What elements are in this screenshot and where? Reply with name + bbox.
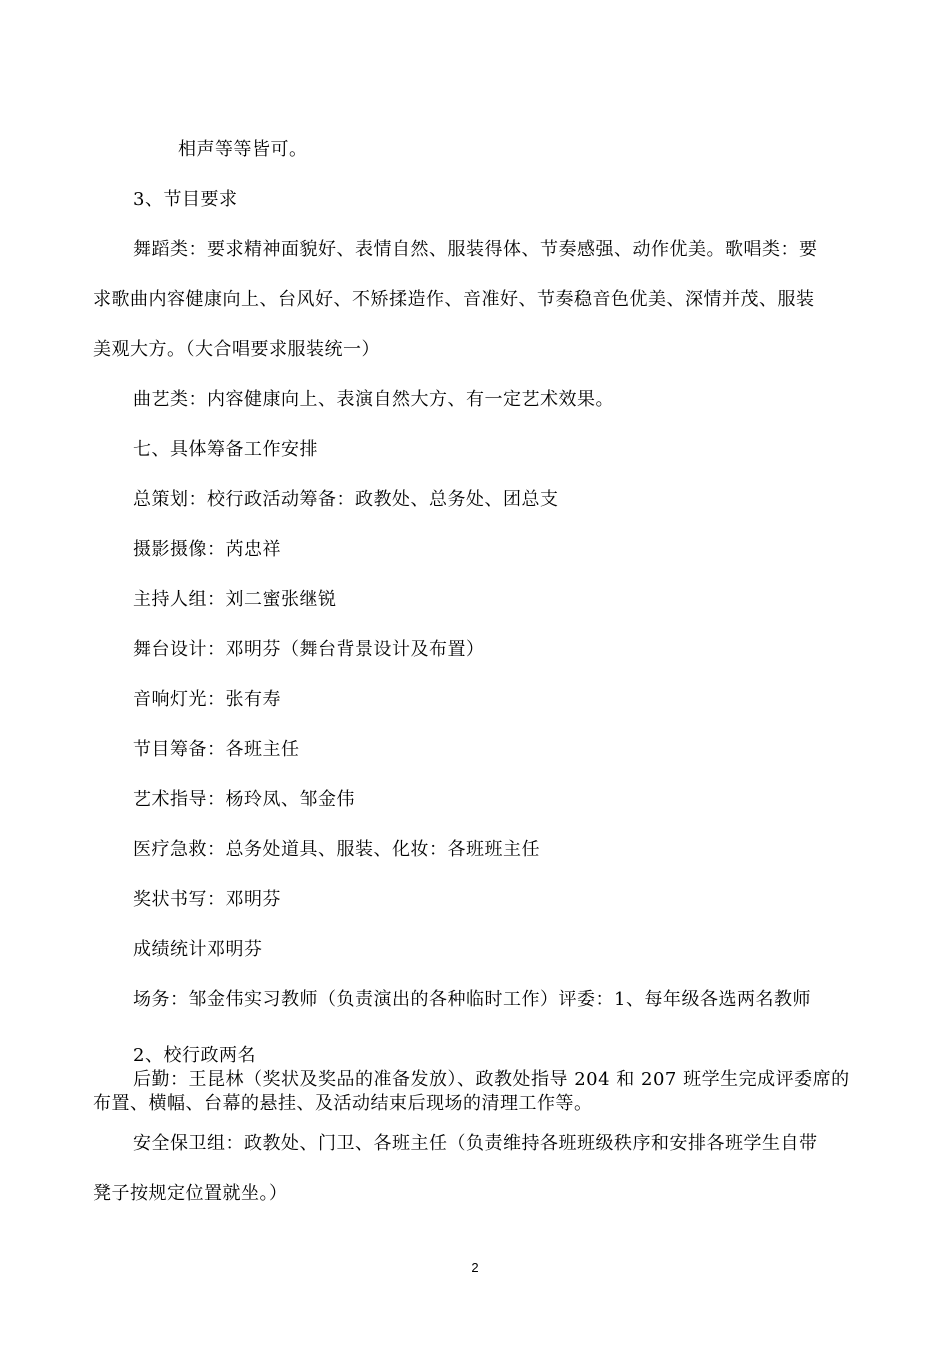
text-line-logistics: 后勤：王昆林（奖状及奖品的准备发放）、政教处指导 204 和 207 班学生完成评委席的 <box>133 1069 850 1090</box>
text-line-stage-design: 舞台设计：邓明芬（舞台背景设计及布置） <box>133 639 485 660</box>
text-line-dance-requirements: 舞蹈类：要求精神面貌好、表情自然、服装得体、节奏感强、动作优美。歌唱类：要 <box>133 239 818 260</box>
text-line-hosts: 主持人组：刘二蜜张继锐 <box>133 589 337 610</box>
text-line-logistics-cont: 布置、横幅、台幕的悬挂、及活动结束后现场的清理工作等。 <box>93 1093 593 1114</box>
text-line-program-prep: 节目筹备：各班主任 <box>133 739 300 760</box>
text-line-sound-lighting: 音响灯光：张有寿 <box>133 689 281 710</box>
section-heading-preparation: 七、具体筹备工作安排 <box>133 439 318 460</box>
text-line-photography: 摄影摄像：芮忠祥 <box>133 539 281 560</box>
text-line-scoring: 成绩统计邓明芬 <box>133 939 263 960</box>
text-line-medical: 医疗急救：总务处道具、服装、化妆：各班班主任 <box>133 839 540 860</box>
text-line-judges: 2、校行政两名 <box>133 1045 256 1066</box>
text-line-quyi-requirements: 曲艺类：内容健康向上、表演自然大方、有一定艺术效果。 <box>133 389 614 410</box>
text-line-certificates: 奖状书写：邓明芬 <box>133 889 281 910</box>
page-number: 2 <box>471 1260 479 1275</box>
section-heading-program-requirements: 3、节目要求 <box>133 189 238 210</box>
text-line-1: 相声等等皆可。 <box>178 139 308 160</box>
text-line-singing-requirements: 求歌曲内容健康向上、台风好、不矫揉造作、音准好、节奏稳音色优美、深情并茂、服装 <box>93 289 815 310</box>
text-line-chorus-note: 美观大方。（大合唱要求服装统一） <box>93 339 380 360</box>
text-line-security-cont: 凳子按规定位置就坐。） <box>93 1183 288 1204</box>
text-line-stage-affairs: 场务：邹金伟实习教师（负责演出的各种临时工作）评委：1、每年级各选两名教师 <box>133 989 811 1010</box>
text-line-general-planning: 总策划：校行政活动筹备：政教处、总务处、团总支 <box>133 489 559 510</box>
text-line-security: 安全保卫组：政教处、门卫、各班主任（负责维持各班班级秩序和安排各班学生自带 <box>133 1133 818 1154</box>
text-line-art-direction: 艺术指导：杨玲凤、邹金伟 <box>133 789 355 810</box>
